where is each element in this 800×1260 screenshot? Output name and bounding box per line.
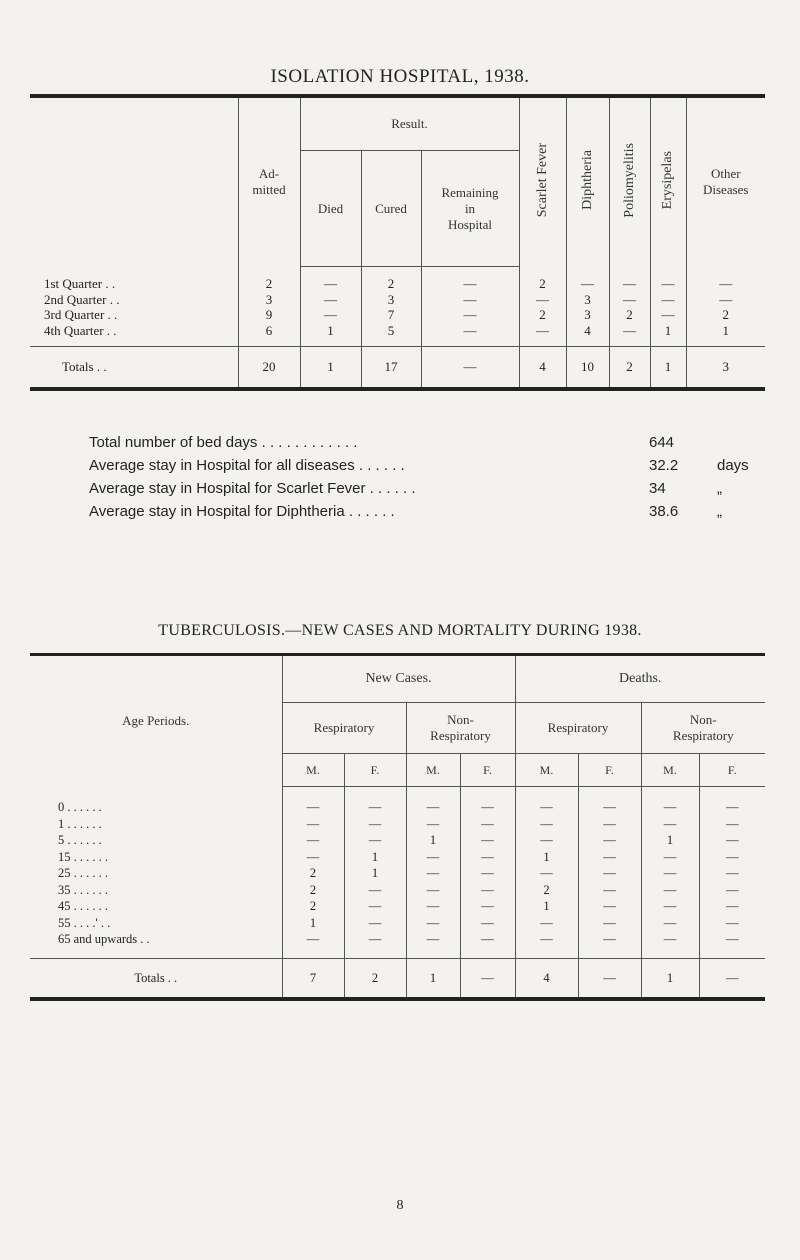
summary-unit: „ [717, 480, 722, 497]
age-periods-header: Age Periods. [122, 713, 190, 729]
table-cell: — [406, 915, 460, 932]
table-cell: — [609, 292, 650, 308]
row-label: 4th Quarter . . [44, 322, 117, 338]
table-cell: — [282, 787, 344, 816]
f-header: F. [578, 754, 641, 787]
table-cell: — [578, 787, 641, 816]
table-cell: — [460, 787, 515, 816]
diphtheria-label: Diphtheria [579, 150, 595, 211]
table-row [30, 816, 765, 833]
table-row [30, 849, 765, 866]
row-label: 1 . . . . . . [58, 816, 102, 831]
table-cell: 2 [344, 958, 406, 999]
table-cell: 5 [361, 323, 421, 347]
page-number: 8 [396, 1198, 404, 1213]
table-cell: 1 [344, 865, 406, 882]
table-cell: — [406, 787, 460, 816]
table-cell: — [421, 292, 519, 308]
table-cell: — [460, 816, 515, 833]
table-cell: 20 [238, 347, 300, 390]
m-header: M. [641, 754, 699, 787]
table-cell: — [578, 832, 641, 849]
table-cell: — [578, 931, 641, 958]
summary-unit: days [717, 457, 749, 474]
table-cell: 2 [361, 267, 421, 292]
isolation-hospital-table [30, 94, 765, 391]
table-cell: — [519, 292, 566, 308]
table-cell: — [641, 816, 699, 833]
deaths-respiratory-header: Respiratory [515, 703, 641, 754]
table-cell: 2 [609, 347, 650, 390]
row-label: 25 . . . . . . [58, 866, 108, 880]
m-header: M. [515, 754, 578, 787]
table-cell: — [578, 882, 641, 899]
table-cell: 1 [282, 915, 344, 932]
table-cell: — [515, 832, 578, 849]
totals-row [30, 347, 765, 390]
table-row [30, 292, 765, 308]
table-cell: — [300, 292, 361, 308]
table-cell: — [699, 787, 765, 816]
table-row [30, 787, 765, 816]
table-cell: — [460, 832, 515, 849]
table-cell: — [609, 267, 650, 292]
row-label: Totals . . [30, 958, 282, 999]
summary-label: Average stay in Hospital for Scarlet Fever . . . . . . [89, 480, 416, 497]
table-row [30, 865, 765, 882]
table-cell: — [282, 816, 344, 833]
table-cell: — [650, 307, 686, 323]
table-cell: — [344, 915, 406, 932]
table-cell: 17 [361, 347, 421, 390]
table-row [30, 267, 765, 292]
table-cell: — [421, 307, 519, 323]
tuberculosis-table [30, 653, 765, 1001]
table-cell: — [344, 832, 406, 849]
table-cell: — [282, 849, 344, 866]
table-row [30, 323, 765, 347]
table-cell: — [421, 323, 519, 347]
summary-line [89, 480, 789, 503]
table-cell: — [641, 882, 699, 899]
cured-header: Cured [361, 151, 421, 267]
table-cell: 2 [282, 898, 344, 915]
table-cell: — [519, 323, 566, 347]
summary-line [89, 503, 789, 526]
row-label: 35 . . . . . . [58, 882, 108, 897]
table-cell: 1 [650, 347, 686, 390]
table-cell: — [641, 915, 699, 932]
table-row [30, 832, 765, 849]
row-label: 3rd Quarter . . [44, 307, 118, 322]
table-cell: — [578, 915, 641, 932]
table-cell: — [515, 915, 578, 932]
table-cell: — [699, 898, 765, 915]
summary-block [89, 434, 789, 526]
table-cell: 1 [515, 898, 578, 915]
row-label: 0 . . . . . . [58, 799, 102, 814]
tuberculosis-title: TUBERCULOSIS.—NEW CASES AND MORTALITY DURING 1938. [158, 622, 642, 639]
totals-row [30, 958, 765, 999]
table-cell: 2 [686, 307, 765, 323]
table-cell: — [344, 816, 406, 833]
table-cell: 4 [515, 958, 578, 999]
table-cell: 1 [686, 323, 765, 347]
table-cell: 2 [515, 882, 578, 899]
row-label: Totals . . [30, 347, 238, 390]
table-cell: 7 [361, 307, 421, 323]
other-diseases-header: Other Diseases [686, 96, 765, 267]
admitted-header: Ad- mitted [238, 96, 300, 267]
table-cell: 1 [406, 832, 460, 849]
table-cell: — [406, 865, 460, 882]
summary-label: Average stay in Hospital for Diphtheria . . . . . . [89, 503, 395, 520]
table-cell: — [699, 832, 765, 849]
table-cell: — [460, 882, 515, 899]
summary-unit: „ [717, 503, 722, 520]
table-cell: — [578, 849, 641, 866]
table-cell: — [344, 931, 406, 958]
table-cell: 1 [300, 323, 361, 347]
table-cell: — [699, 915, 765, 932]
table-cell: — [460, 865, 515, 882]
table-cell: — [460, 849, 515, 866]
table-cell: — [650, 267, 686, 292]
poliomyelitis-header [609, 96, 650, 267]
row-label: 55 . . . .' . . [58, 915, 111, 930]
table-cell: 3 [686, 347, 765, 390]
isolation-table-body [30, 267, 765, 390]
table-cell: — [578, 958, 641, 999]
table-cell: 4 [519, 347, 566, 390]
row-label: 5 . . . . . . [58, 833, 102, 847]
scarlet-fever-label: Scarlet Fever [534, 143, 550, 218]
table-cell: 2 [282, 882, 344, 899]
summary-line [89, 457, 789, 480]
table-cell: 2 [609, 307, 650, 323]
table-cell: — [282, 832, 344, 849]
table-cell: — [641, 931, 699, 958]
poliomyelitis-label: Poliomyelitis [621, 142, 637, 218]
deaths-non-respiratory-header: Non- Respiratory [641, 703, 765, 754]
table-cell: 3 [566, 307, 609, 323]
row-label: 15 . . . . . . [58, 849, 108, 864]
table-cell: 3 [361, 292, 421, 308]
table-row [30, 882, 765, 899]
table-cell: 1 [515, 849, 578, 866]
table-cell: — [460, 898, 515, 915]
summary-line [89, 434, 789, 457]
table-cell: — [699, 865, 765, 882]
table-cell: 7 [282, 958, 344, 999]
table-cell: — [686, 267, 765, 292]
table-cell: 2 [282, 865, 344, 882]
table-cell: 6 [238, 323, 300, 347]
row-label-header [30, 96, 238, 267]
m-header: M. [406, 754, 460, 787]
table-cell: — [641, 898, 699, 915]
table-cell: 3 [566, 292, 609, 308]
table-cell: — [699, 882, 765, 899]
table-cell: — [344, 787, 406, 816]
table-cell: — [406, 931, 460, 958]
table-cell: — [406, 898, 460, 915]
table-cell: — [699, 931, 765, 958]
table-cell: — [699, 816, 765, 833]
f-header: F. [344, 754, 406, 787]
table-cell: — [515, 787, 578, 816]
table-cell: 1 [344, 849, 406, 866]
table-cell: — [515, 816, 578, 833]
summary-value: 644 [649, 434, 675, 451]
row-label: 65 and upwards . . [58, 932, 150, 946]
table-cell: — [641, 865, 699, 882]
diphtheria-header [566, 96, 609, 267]
table-cell: — [650, 292, 686, 308]
table-cell: — [460, 915, 515, 932]
tuberculosis-table-body [30, 787, 765, 999]
table-cell: — [344, 882, 406, 899]
table-cell: — [566, 267, 609, 292]
table-cell: — [421, 347, 519, 390]
new-cases-header: New Cases. [282, 655, 515, 703]
table-cell: — [515, 865, 578, 882]
table-cell: — [641, 787, 699, 816]
result-header: Result. [300, 96, 519, 151]
table-cell: 2 [519, 267, 566, 292]
table-cell: — [578, 865, 641, 882]
table-cell: — [344, 898, 406, 915]
table-cell: — [460, 958, 515, 999]
table-cell: — [406, 882, 460, 899]
summary-label: Average stay in Hospital for all diseases . . . . . . [89, 457, 405, 474]
table-row [30, 931, 765, 958]
table-cell: — [300, 267, 361, 292]
table-cell: — [699, 958, 765, 999]
f-header: F. [699, 754, 765, 787]
scarlet-fever-header [519, 96, 566, 267]
erysipelas-label: Erysipelas [660, 151, 675, 210]
table-cell: — [609, 323, 650, 347]
f-header: F. [460, 754, 515, 787]
table-cell: — [282, 931, 344, 958]
table-cell: — [300, 307, 361, 323]
table-cell: 10 [566, 347, 609, 390]
new-non-respiratory-header: Non- Respiratory [406, 703, 515, 754]
table-cell: 1 [641, 832, 699, 849]
m-header: M. [282, 754, 344, 787]
summary-value: 38.6 [649, 503, 679, 520]
new-respiratory-header: Respiratory [282, 703, 406, 754]
deaths-header: Deaths. [515, 655, 765, 703]
table-cell: 2 [519, 307, 566, 323]
table-cell: 9 [238, 307, 300, 323]
table-cell: — [406, 816, 460, 833]
table-cell: 3 [238, 292, 300, 308]
remaining-header: Remaining in Hospital [421, 151, 519, 267]
died-header: Died [300, 151, 361, 267]
summary-value: 32.2 [649, 457, 679, 474]
row-label: 1st Quarter . . [44, 275, 116, 291]
summary-label: Total number of bed days . . . . . . . . . . . . [89, 434, 358, 451]
erysipelas-header [650, 96, 686, 267]
table-cell: 1 [650, 323, 686, 347]
table-cell: — [578, 816, 641, 833]
table-cell: 4 [566, 323, 609, 347]
page-title: ISOLATION HOSPITAL, 1938. [270, 66, 530, 87]
table-row [30, 915, 765, 932]
table-cell: — [421, 267, 519, 292]
table-cell: — [515, 931, 578, 958]
summary-value: 34 [649, 480, 666, 497]
table-cell: 1 [300, 347, 361, 390]
table-cell: — [406, 849, 460, 866]
row-label: 45 . . . . . . [58, 899, 108, 913]
table-row [30, 307, 765, 323]
table-cell: 1 [641, 958, 699, 999]
table-cell: — [641, 849, 699, 866]
table-cell: — [686, 292, 765, 308]
table-cell: 1 [406, 958, 460, 999]
table-cell: — [699, 849, 765, 866]
table-row [30, 898, 765, 915]
table-cell: 2 [238, 267, 300, 292]
row-label: 2nd Quarter . . [44, 291, 120, 307]
table-cell: — [460, 931, 515, 958]
table-cell: — [578, 898, 641, 915]
